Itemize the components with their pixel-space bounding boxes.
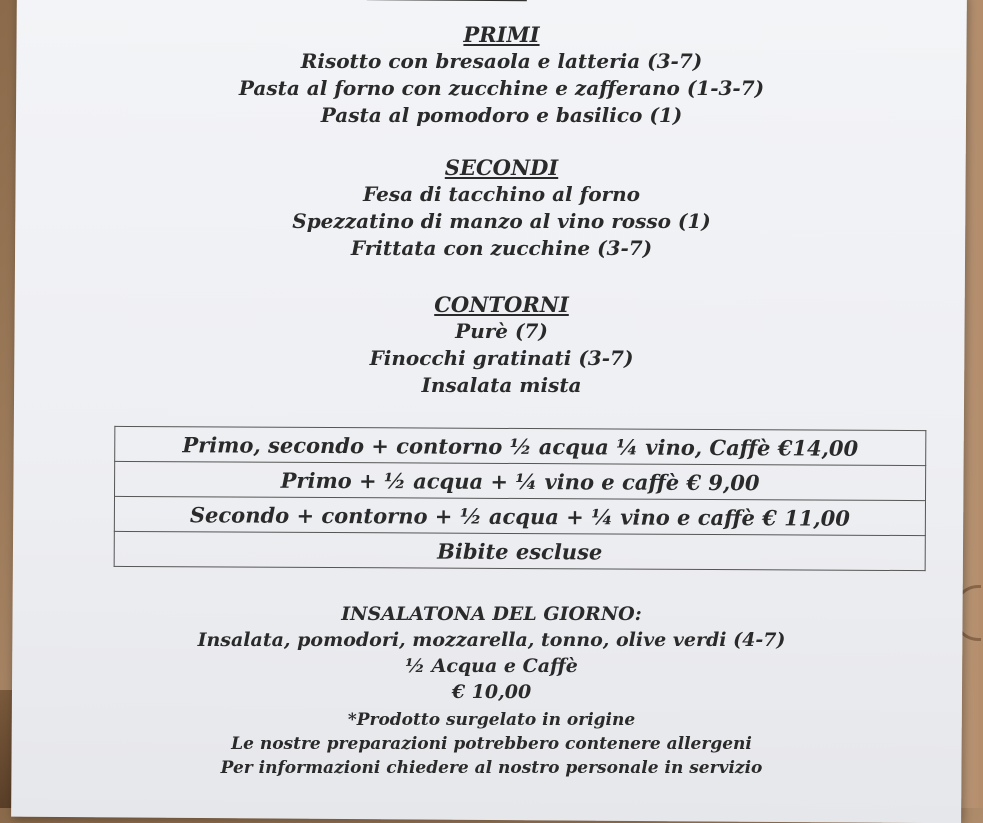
insalatona-heading: INSALATONA DEL GIORNO: — [341, 603, 642, 625]
note-line: *Prodotto surgelato in origine — [347, 710, 636, 730]
menu-item: Pasta al forno con zucchine e zafferano (1-3-7) — [238, 76, 765, 100]
heading-contorni: CONTORNI — [434, 292, 569, 317]
insalatona-price: € 10,00 — [451, 681, 532, 703]
price-cell: Primo + ½ acqua + ¼ vino e caffè € 9,00 — [115, 461, 926, 500]
menu-item: Finocchi gratinati (3-7) — [369, 346, 634, 370]
note-line: Le nostre preparazioni potrebbero contenere allergeni — [231, 734, 752, 754]
menu-notes — [0, 708, 983, 780]
section-secondi — [10, 155, 983, 262]
section-insalatona — [0, 601, 983, 705]
section-contorni — [10, 292, 983, 399]
section-primi — [10, 22, 983, 129]
heading-secondi: SECONDI — [444, 155, 559, 180]
menu-item: Purè (7) — [455, 319, 548, 343]
table-row — [114, 496, 925, 535]
price-cell: Secondo + contorno + ½ acqua + ¼ vino e caffè € 11,00 — [114, 496, 925, 535]
menu-item: Frittata con zucchine (3-7) — [350, 236, 653, 260]
menu-item: Insalata mista — [421, 373, 582, 397]
menu-item: Pasta al pomodoro e basilico (1) — [320, 103, 683, 127]
price-table — [114, 426, 927, 571]
insalatona-extras: ½ Acqua e Caffè — [405, 655, 578, 677]
heading-primi: PRIMI — [463, 22, 540, 47]
menu-item: Spezzatino di manzo al vino rosso (1) — [292, 209, 711, 233]
menu-item: Fesa di tacchino al forno — [363, 182, 640, 206]
table-row — [114, 531, 925, 570]
note-line: Per informazioni chiedere al nostro personale in servizio — [220, 758, 763, 778]
price-cell: Primo, secondo + contorno ½ acqua ¼ vino, Caffè €14,00 — [115, 426, 926, 465]
table-row — [115, 426, 926, 465]
table-row — [115, 461, 926, 500]
insalatona-description: Insalata, pomodori, mozzarella, tonno, olive verdi (4-7) — [197, 629, 786, 651]
menu-item: Risotto con bresaola e latteria (3-7) — [300, 49, 703, 73]
price-cell: Bibite escluse — [114, 531, 925, 570]
